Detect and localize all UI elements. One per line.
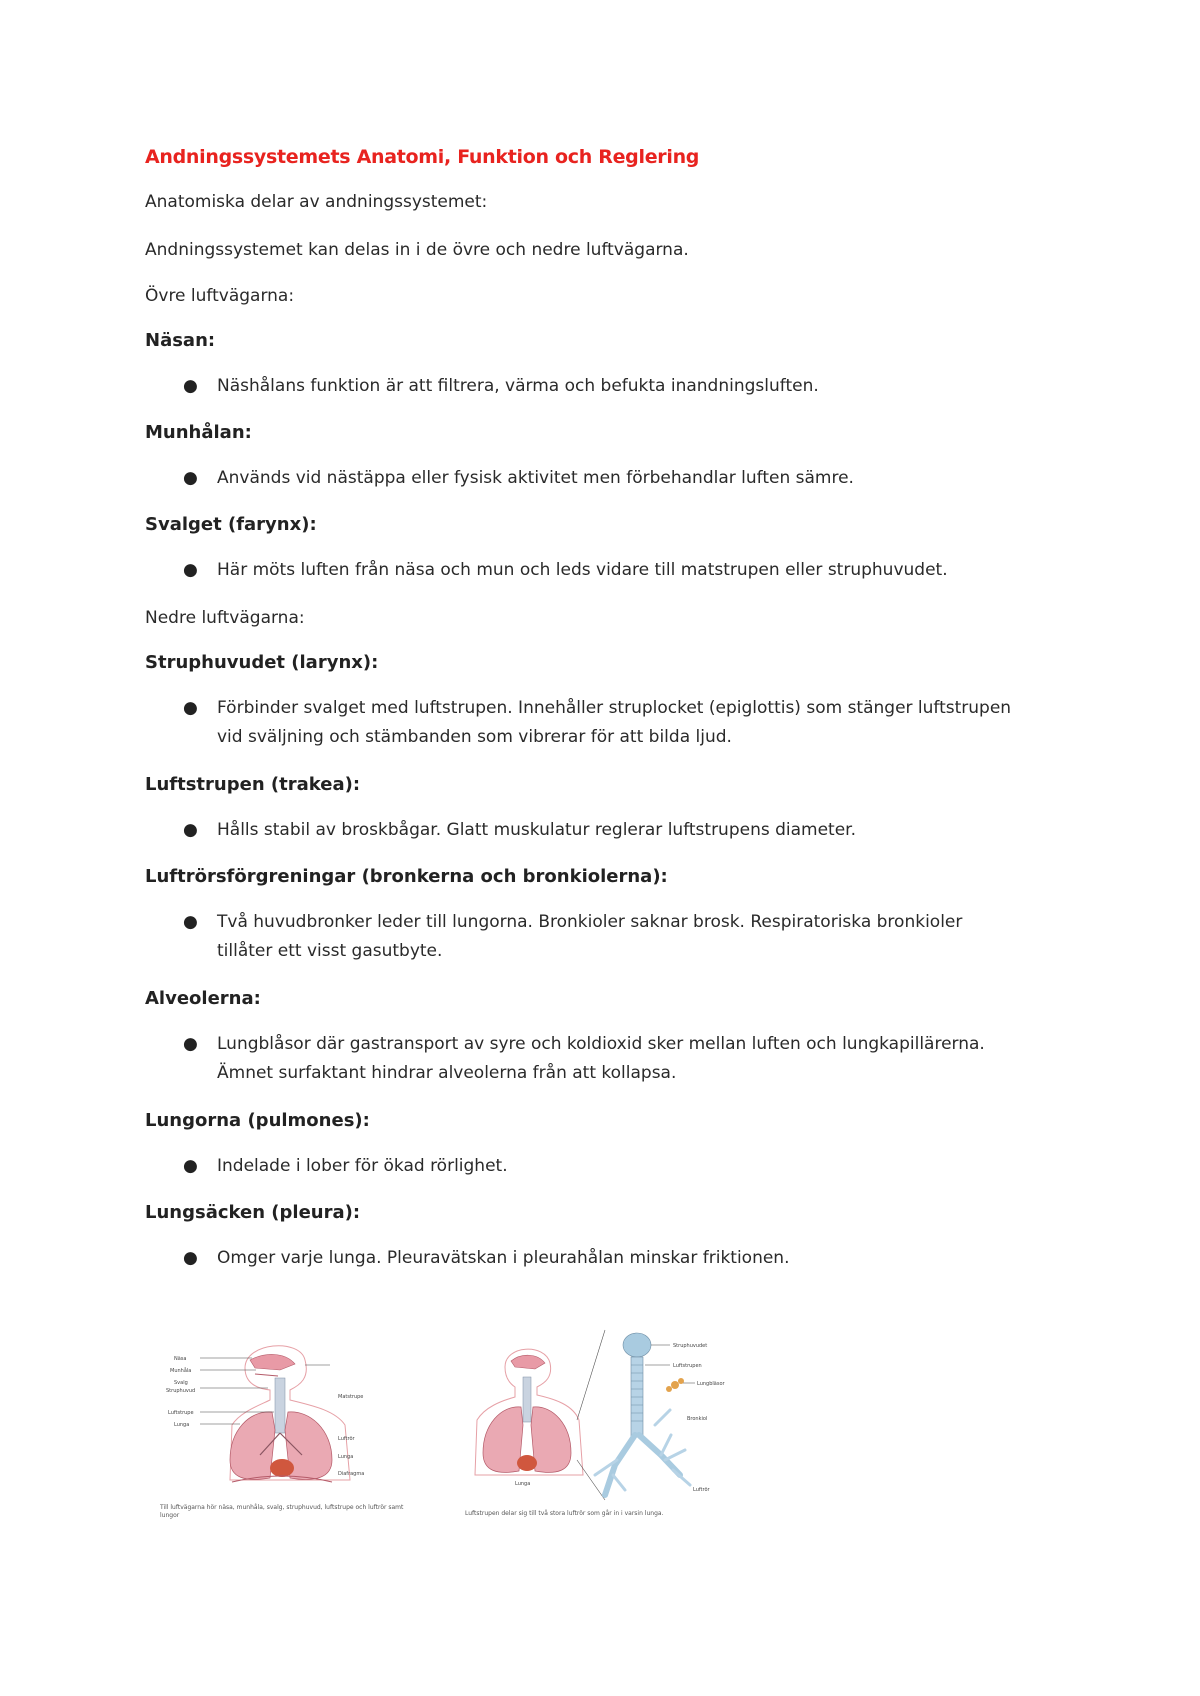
respiratory-system-figure [160,1330,410,1505]
section-heading: Alveolerna: [145,988,261,1009]
section-heading: Lungsäcken (pleura): [145,1202,361,1223]
figure-caption-right: Luftstrupen delar sig till två stora luftrör som går in i varsin lunga. [465,1510,664,1517]
label-matstrupe: Matstrupe [338,1394,364,1400]
document-title: Andningssystemets Anatomi, Funktion och Reglering [145,146,700,168]
label-nasa: Näsa [174,1356,187,1362]
intro-text: Andningssystemet kan delas in i de övre och nedre luftvägarna. [145,240,689,260]
section-heading: Struphuvudet (larynx): [145,652,379,673]
bullet-marker: ● [183,1156,198,1176]
figure-caption-left: Till luftvägarna hör näsa, munhåla, svalg, struphuvud, luftstrupe och luftrör samt lungor [160,1504,404,1519]
label-luftstrupen: Luftstrupen [673,1363,702,1369]
bullet-text: Ämnet surfaktant hindrar alveolerna från att kollapsa. [217,1063,677,1083]
label-lunga: Lunga [174,1422,190,1428]
bullet-marker: ● [183,912,198,932]
label-struphuvud: Struphuvud [166,1388,196,1394]
label-luftror: Luftrör [338,1436,355,1442]
bullet-marker: ● [183,820,198,840]
bullet-marker: ● [183,1034,198,1054]
bullet-text: Två huvudbronker leder till lungorna. Bronkioler saknar brosk. Respiratoriska bronkioler [217,912,963,932]
intro-text: Anatomiska delar av andningssystemet: [145,192,488,212]
trachea-bronchi-figure [465,1325,765,1505]
subheading-upper-airways: Övre luftvägarna: [145,286,295,306]
bullet-marker: ● [183,698,198,718]
bullet-text: Omger varje lunga. Pleuravätskan i pleurahålan minskar friktionen. [217,1248,790,1268]
bullet-marker: ● [183,560,198,580]
section-heading: Näsan: [145,330,216,351]
label-bronkiol: Bronkiol [687,1416,708,1422]
label-diafragma: Diafragma [338,1471,365,1477]
label-munhala: Munhåla [170,1368,192,1374]
section-heading: Lungorna (pulmones): [145,1110,370,1131]
bullet-text: tillåter ett visst gasutbyte. [217,941,443,961]
section-heading: Luftstrupen (trakea): [145,774,361,795]
label-luftstrupe: Luftstrupe [168,1410,194,1416]
bullet-marker: ● [183,1248,198,1268]
bullet-text: Lungblåsor där gastransport av syre och koldioxid sker mellan luften och lungkapillärerna. [217,1034,985,1054]
bullet-text: Indelade i lober för ökad rörlighet. [217,1156,508,1176]
label-lunga-right: Lunga [338,1454,354,1460]
label-lunga-small: Lunga [515,1481,531,1487]
label-luftror-right: Luftrör [693,1487,710,1493]
bullet-text: Här möts luften från näsa och mun och leds vidare till matstrupen eller struphuvudet. [217,560,948,580]
label-svalg: Svalg [174,1380,188,1386]
label-struphuvudet: Struphuvudet [673,1343,708,1349]
bullet-text: Hålls stabil av broskbågar. Glatt muskulatur reglerar luftstrupens diameter. [217,820,857,840]
label-lungblasor: Lungbläsor [697,1381,725,1387]
section-heading: Svalget (farynx): [145,514,317,535]
section-heading: Luftrörsförgreningar (bronkerna och bronkiolerna): [145,866,668,887]
bullet-text: Används vid nästäppa eller fysisk aktivitet men förbehandlar luften sämre. [217,468,854,488]
bullet-text: vid sväljning och stämbanden som vibrerar för att bilda ljud. [217,727,732,747]
subheading-lower-airways: Nedre luftvägarna: [145,608,305,628]
bullet-marker: ● [183,376,198,396]
bullet-text: Näshålans funktion är att filtrera, värma och befukta inandningsluften. [217,376,819,396]
section-heading: Munhålan: [145,422,252,443]
bullet-text: Förbinder svalget med luftstrupen. Innehåller struplocket (epiglottis) som stänger luftstrupen [217,698,1012,718]
bullet-marker: ● [183,468,198,488]
